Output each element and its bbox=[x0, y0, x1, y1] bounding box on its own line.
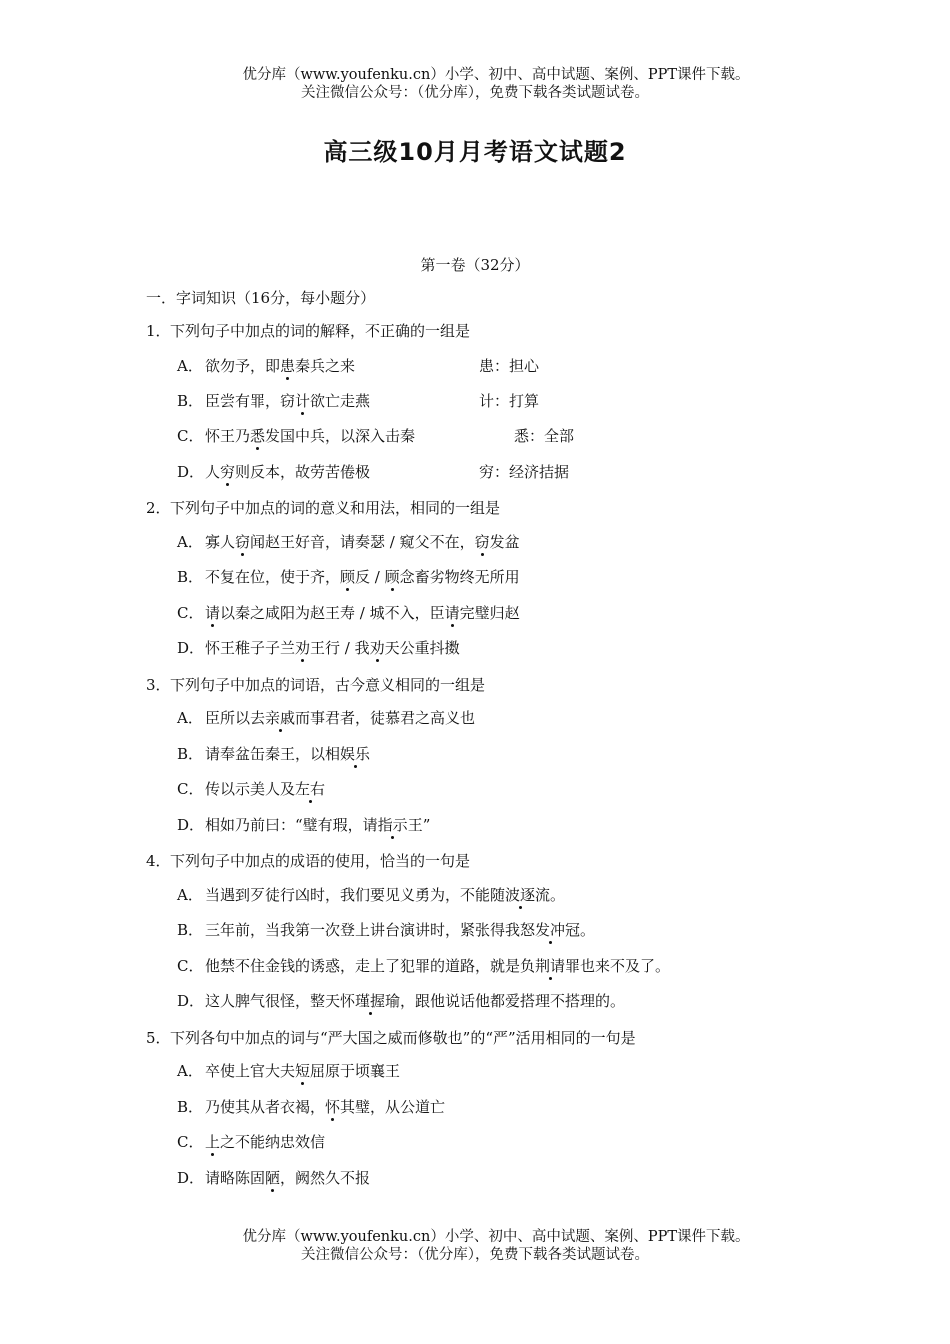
dotted-word: 顾 bbox=[384, 568, 400, 586]
option-text: 发盆 bbox=[489, 533, 520, 551]
page-footer bbox=[0, 1228, 950, 1264]
question-2-stem bbox=[146, 497, 500, 519]
question-1-option-d bbox=[177, 461, 370, 483]
option-text: 念畜劣物终无所用 bbox=[399, 568, 520, 586]
option-text: 闻赵王好音，请奏瑟 / 窥父不在， bbox=[250, 533, 475, 551]
option-text: 这人脾气很怪，整天 bbox=[205, 992, 341, 1010]
question-2-option-a bbox=[177, 531, 520, 553]
dotted-word: 顾 bbox=[340, 568, 356, 586]
question-1-option-b bbox=[177, 390, 370, 412]
dotted-word: 悉 bbox=[250, 427, 266, 445]
question-3-option-a bbox=[177, 707, 475, 729]
option-text: 以秦之咸阳为赵王寿 / 城不入，臣 bbox=[220, 604, 445, 622]
question-4-stem bbox=[146, 850, 470, 872]
option-letter: A． bbox=[177, 357, 203, 375]
dotted-word: 怀瑾握瑜 bbox=[340, 992, 401, 1010]
option-text: 臣尝有罪，窃 bbox=[205, 392, 296, 410]
footer-line-1: 优分库（www.youfenku.cn）小学、初中、高中试题、案例、PPT课件下载。 bbox=[242, 1229, 750, 1245]
question-5-option-a bbox=[177, 1060, 400, 1082]
option-letter: B． bbox=[177, 921, 204, 939]
option-letter: D． bbox=[177, 463, 205, 481]
option-text: 怀王乃 bbox=[205, 427, 251, 445]
question-1-option-c bbox=[177, 425, 415, 447]
footer-line-2: 关注微信公众号：（优分库），免费下载各类试题试卷。 bbox=[301, 1247, 649, 1263]
dotted-word: 陋 bbox=[265, 1169, 281, 1187]
option-letter: A． bbox=[177, 886, 203, 904]
option-text: 三年前，当我第一次登上讲台演讲时，紧张得我 bbox=[205, 921, 521, 939]
option-text: 当遇到歹徒行凶时，我们要见义勇为，不能 bbox=[205, 886, 491, 904]
dotted-word: 上 bbox=[205, 1133, 221, 1151]
option-text: 臣所以去 bbox=[205, 709, 266, 727]
option-text: 人 bbox=[205, 463, 221, 481]
dotted-word: 请 bbox=[444, 604, 460, 622]
question-text: 下列各句中加点的词与“严大国之威而修敬也”的“严”活用相同的一句是 bbox=[170, 1029, 636, 1047]
option-letter: C． bbox=[177, 427, 204, 445]
option-text: 寡人 bbox=[205, 533, 236, 551]
option-text: 请略陈固 bbox=[205, 1169, 266, 1187]
dotted-word: 窃 bbox=[474, 533, 490, 551]
dotted-word: 怀 bbox=[325, 1098, 341, 1116]
option-letter: D． bbox=[177, 816, 205, 834]
option-letter: C． bbox=[177, 1133, 204, 1151]
question-4-option-d bbox=[177, 990, 625, 1012]
option-text: 反 / bbox=[355, 568, 385, 586]
option-text: 也来不及了。 bbox=[580, 957, 671, 975]
dotted-word: 穷 bbox=[220, 463, 236, 481]
option-letter: D． bbox=[177, 1169, 205, 1187]
question-1-gloss-d: 穷：经济拮据 bbox=[479, 463, 570, 481]
option-letter: A． bbox=[177, 709, 203, 727]
option-text: 天公重抖擞 bbox=[384, 639, 460, 657]
question-number: 3． bbox=[146, 676, 171, 694]
option-text: 而事君者，徒慕君之高义也 bbox=[295, 709, 476, 727]
question-2-option-b bbox=[177, 566, 520, 588]
question-5-stem bbox=[146, 1027, 636, 1049]
option-text: 他禁不住金钱的诱惑，走上了犯罪的道路，就是 bbox=[205, 957, 521, 975]
dotted-word: 患 bbox=[280, 357, 296, 375]
question-4-option-a bbox=[177, 884, 565, 906]
option-letter: B． bbox=[177, 392, 204, 410]
option-text: 。 bbox=[550, 886, 566, 904]
header-line-2: 关注微信公众号：（优分库），免费下载各类试题试卷。 bbox=[301, 85, 649, 101]
dotted-word: 请 bbox=[205, 604, 221, 622]
option-text: 之不能纳忠效信 bbox=[220, 1133, 326, 1151]
dotted-word: 怒发冲冠 bbox=[520, 921, 581, 939]
header-line-1: 优分库（www.youfenku.cn）小学、初中、高中试题、案例、PPT课件下载。 bbox=[242, 67, 750, 83]
question-4-option-b bbox=[177, 919, 595, 941]
question-1-gloss-a: 患：担心 bbox=[479, 357, 540, 375]
question-number: 2． bbox=[146, 499, 171, 517]
question-1-gloss-b: 计：打算 bbox=[479, 392, 540, 410]
option-text: 其璧，从公道亡 bbox=[340, 1098, 446, 1116]
option-text: 传以示美人及 bbox=[205, 780, 296, 798]
option-letter: A． bbox=[177, 1062, 203, 1080]
dotted-word: 负荆请罪 bbox=[520, 957, 581, 975]
option-letter: D． bbox=[177, 992, 205, 1010]
question-number: 5． bbox=[146, 1029, 171, 1047]
option-letter: D． bbox=[177, 639, 205, 657]
question-5-option-d bbox=[177, 1167, 370, 1189]
option-text: 欲亡走燕 bbox=[310, 392, 371, 410]
dotted-word: 娱乐 bbox=[340, 745, 371, 763]
option-letter: C． bbox=[177, 780, 204, 798]
question-1-gloss-c: 悉：全部 bbox=[514, 427, 575, 445]
option-text: 秦兵之来 bbox=[295, 357, 356, 375]
option-text: 卒使上官大夫 bbox=[205, 1062, 296, 1080]
question-text: 下列句子中加点的词的意义和用法，相同的一组是 bbox=[170, 499, 501, 517]
page-header bbox=[0, 66, 950, 102]
option-letter: B． bbox=[177, 568, 204, 586]
question-1-option-a bbox=[177, 355, 355, 377]
option-letter: A． bbox=[177, 533, 203, 551]
question-number: 4． bbox=[146, 852, 171, 870]
option-text: 请奉盆缶秦王，以相 bbox=[205, 745, 341, 763]
section-heading: 第一卷（32分） bbox=[420, 256, 530, 274]
question-3-option-d bbox=[177, 814, 430, 836]
question-4-option-c bbox=[177, 955, 670, 977]
option-text: 乃使其从者衣褐， bbox=[205, 1098, 326, 1116]
question-3-option-b bbox=[177, 743, 370, 765]
option-text: 屈原于顷襄王 bbox=[310, 1062, 401, 1080]
dotted-word: 左右 bbox=[295, 780, 326, 798]
option-text: 王行 / 我 bbox=[310, 639, 370, 657]
option-text: 欲勿予，即 bbox=[205, 357, 281, 375]
option-text: ，阙然久不报 bbox=[280, 1169, 371, 1187]
question-text: 下列句子中加点的词的解释，不正确的一组是 bbox=[170, 322, 471, 340]
question-3-stem bbox=[146, 674, 485, 696]
dotted-word: 劝 bbox=[295, 639, 311, 657]
question-text: 下列句子中加点的成语的使用，恰当的一句是 bbox=[170, 852, 471, 870]
page-title: 高三级10月月考语文试题2 bbox=[323, 138, 627, 166]
question-2-option-c bbox=[177, 602, 520, 624]
question-5-option-b bbox=[177, 1096, 445, 1118]
dotted-word: 亲戚 bbox=[265, 709, 296, 727]
option-text: 。 bbox=[580, 921, 596, 939]
option-text: 怀王稚子子兰 bbox=[205, 639, 296, 657]
option-letter: B． bbox=[177, 1098, 204, 1116]
question-text: 下列句子中加点的词语，古今意义相同的一组是 bbox=[170, 676, 486, 694]
option-text: 完璧归赵 bbox=[459, 604, 520, 622]
question-2-option-d bbox=[177, 637, 460, 659]
question-3-option-c bbox=[177, 778, 325, 800]
dotted-word: 窃 bbox=[235, 533, 251, 551]
option-letter: C． bbox=[177, 604, 204, 622]
dotted-word: 随波逐流 bbox=[490, 886, 551, 904]
option-letter: B． bbox=[177, 745, 204, 763]
part-heading: 一．字词知识（16分，每小题分） bbox=[146, 289, 376, 307]
option-letter: C． bbox=[177, 957, 204, 975]
option-text: 则反本，故劳苦倦极 bbox=[235, 463, 371, 481]
question-1-stem bbox=[146, 320, 470, 342]
dotted-word: 指示 bbox=[377, 816, 408, 834]
dotted-word: 劝 bbox=[369, 639, 385, 657]
option-text: 不复在位，使于齐， bbox=[205, 568, 341, 586]
dotted-word: 短 bbox=[295, 1062, 311, 1080]
option-text: 王” bbox=[407, 816, 431, 834]
question-5-option-c bbox=[177, 1131, 325, 1153]
option-text: 发国中兵，以深入击秦 bbox=[265, 427, 416, 445]
option-text: 相如乃前曰：“璧有瑕，请 bbox=[205, 816, 378, 834]
dotted-word: 计 bbox=[295, 392, 311, 410]
option-text: ，跟他说话他都爱搭理不搭理的。 bbox=[400, 992, 626, 1010]
question-number: 1． bbox=[146, 322, 171, 340]
